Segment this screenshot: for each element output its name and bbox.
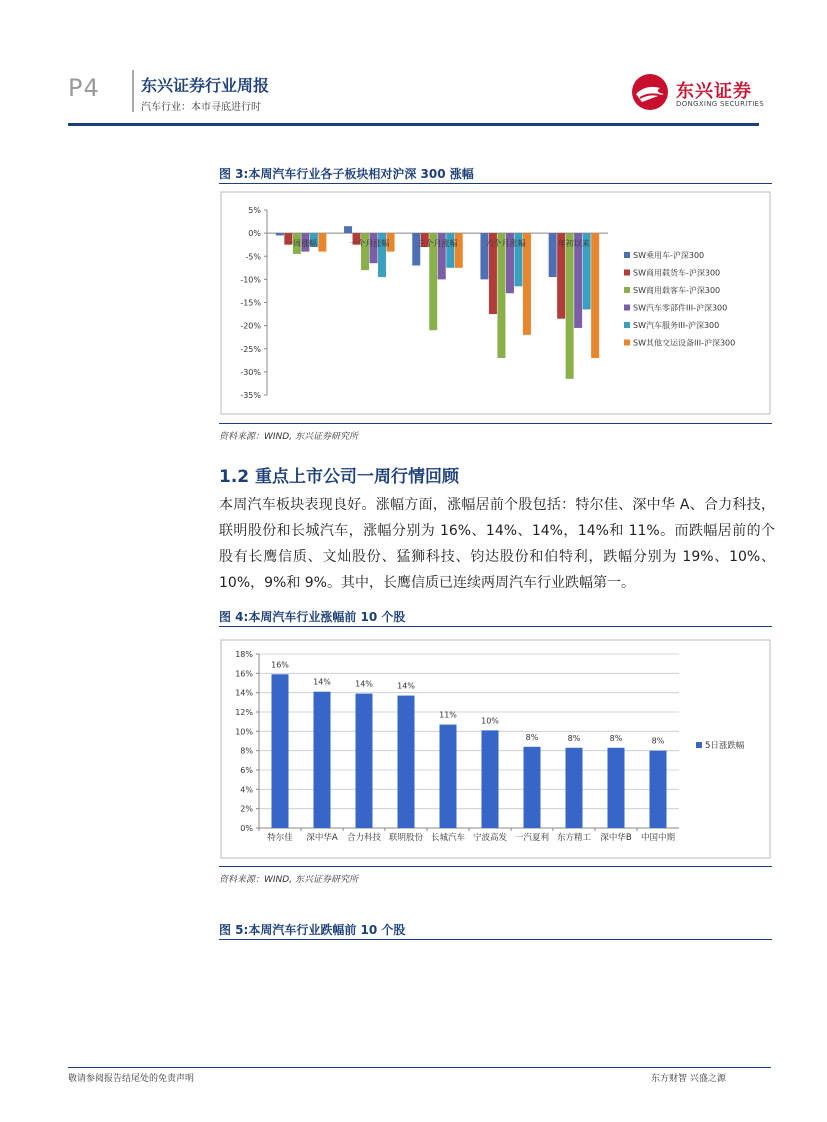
figure4-chart: [219, 638, 772, 860]
logo-english: DONGXING SECURITIES: [676, 100, 765, 108]
chart3-y-tick-label: -25%: [240, 344, 261, 354]
chart3-y-tick-label: -35%: [240, 391, 261, 400]
chart4-bar: [566, 748, 583, 828]
chart3-bar: [497, 233, 505, 358]
chart3-category-label: 一个月涨幅: [349, 239, 390, 249]
section-paragraph: 本周汽车板块表现良好。涨幅方面，涨幅居前个股包括：特尔佳、深中华 A、合力科技，联明股份和长城汽车，涨幅分别为 16%、14%、14%，14%和 11%。而跌幅居前的个股有长鹰信质、文灿股份、猛狮科技、钧达股份和伯特利，跌幅分别为 19%、10%、10%，9%和 9%。其中，长鹰信质已连续两周汽车行业跌幅第一。: [219, 497, 775, 591]
chart3-legend-label: SW汽车服务III-沪深300: [633, 321, 720, 330]
chart4-bar: [398, 696, 415, 828]
chart3-y-tick-label: 5%: [248, 206, 261, 215]
chart4-y-tick-label: 8%: [240, 746, 253, 756]
chart3-y-tick-label: -20%: [240, 321, 261, 331]
footer-rule: [68, 1067, 771, 1068]
chart3-y-tick-label: -15%: [240, 298, 261, 308]
figure5-title: 图 5:本周汽车行业跌幅前 10 个股: [219, 923, 406, 937]
chart4-y-tick-label: 4%: [240, 785, 253, 795]
chart3-y-tick-label: -10%: [240, 275, 261, 285]
chart3-legend-label: SW乘用车-沪深300: [633, 251, 705, 260]
chart4-y-tick-label: 10%: [235, 727, 253, 737]
chart4-legend-label: 5日涨跌幅: [705, 741, 745, 751]
chart3-bar: [370, 233, 378, 263]
chart3-category-label: 六个月涨幅: [485, 239, 526, 249]
chart3-legend-swatch: [624, 305, 630, 311]
figure4-rule: [219, 626, 772, 627]
chart3-legend-label: SW商用载客车-沪深300: [633, 286, 721, 295]
figure5-rule: [219, 939, 772, 940]
chart3-bar: [566, 233, 574, 379]
chart3-bar: [412, 233, 420, 265]
chart4-data-label: 11%: [439, 710, 457, 720]
chart4-data-label: 14%: [313, 677, 331, 687]
figure4-bottom-rule: [219, 866, 772, 867]
chart3-bar: [344, 226, 352, 233]
chart3-category-label: 三个月涨幅: [417, 239, 458, 249]
chart4-category-label: 特尔佳: [267, 833, 293, 843]
chart3-y-tick-label: 0%: [248, 229, 261, 239]
report-subtitle: 汽车行业：本市寻底进行时: [141, 102, 261, 113]
figure3-rule: [219, 183, 772, 184]
chart4-y-tick-label: 16%: [235, 669, 253, 679]
chart4-legend-swatch: [696, 742, 702, 748]
chart4-y-tick-label: 12%: [235, 708, 253, 717]
figure3-bottom-rule: [219, 423, 772, 424]
chart3-legend-label: SW汽车零部件III-沪深300: [633, 303, 728, 313]
chart4-bar: [524, 747, 541, 828]
chart3-y-tick-label: -5%: [245, 252, 261, 262]
chart3-legend-label: SW商用载货车-沪深300: [633, 268, 721, 278]
chart4-data-label: 8%: [525, 732, 539, 742]
chart3-legend-label: SW其他交运设备III-沪深300: [633, 338, 736, 348]
chart4-y-tick-label: 6%: [240, 766, 253, 775]
chart4-bar: [608, 748, 625, 828]
chart4-data-label: 16%: [271, 660, 289, 670]
chart4-bar: [440, 725, 457, 828]
chart3-legend-swatch: [624, 322, 630, 328]
figure4-source: 资料来源：WIND, 东兴证券研究所: [219, 875, 358, 885]
chart3-category-label: 一周涨幅: [285, 239, 318, 249]
chart4-category-label: 宁波高发: [472, 833, 508, 843]
chart3-legend-swatch: [624, 287, 630, 293]
chart3-legend-swatch: [624, 252, 630, 258]
chart4-category-label: 中国中期: [640, 833, 676, 843]
page-number: P4: [68, 74, 100, 102]
figure3-chart: [219, 190, 772, 418]
chart4-category-label: 长城汽车: [430, 833, 466, 843]
header-divider: [132, 70, 134, 112]
chart4-data-label: 8%: [609, 733, 623, 743]
chart3-y-tick-label: -30%: [240, 367, 261, 377]
chart4-category-label: 联明股份: [388, 833, 424, 843]
chart4-category-label: 深中华A: [306, 833, 338, 843]
footer-slogan: 东方财智 兴盛之源: [651, 1074, 726, 1084]
chart4-category-label: 东方精工: [556, 833, 592, 843]
chart3-category-label: 年初以来: [557, 239, 590, 249]
chart4-data-label: 14%: [355, 679, 373, 689]
chart4-data-label: 8%: [567, 733, 581, 743]
chart3-bar: [523, 233, 531, 335]
chart3-bar: [318, 233, 326, 252]
chart4-category-label: 合力科技: [346, 833, 382, 843]
chart4-data-label: 10%: [481, 716, 499, 726]
logo-icon: [630, 72, 674, 112]
chart4-y-tick-label: 18%: [235, 650, 253, 659]
figure4-title: 图 4:本周汽车行业涨幅前 10 个股: [219, 610, 406, 624]
figure3-title: 图 3:本周汽车行业各子板块相对沪深 300 涨幅: [219, 167, 474, 181]
chart3-legend-swatch: [624, 270, 630, 276]
chart3-bar: [276, 233, 284, 235]
chart4-y-tick-label: 14%: [235, 688, 253, 698]
figure3-source: 资料来源：WIND, 东兴证券研究所: [219, 432, 358, 442]
report-title: 东兴证券行业周报: [141, 76, 270, 95]
chart4-category-label: 深中华B: [600, 833, 632, 843]
chart4-bar: [272, 674, 289, 828]
chart4-y-tick-label: 2%: [240, 804, 253, 814]
chart4-bar: [356, 694, 373, 828]
chart4-data-label: 8%: [651, 736, 665, 746]
chart4-data-label: 14%: [397, 681, 415, 691]
chart4-bar: [650, 751, 667, 828]
chart4-category-label: 一汽夏利: [514, 833, 550, 843]
chart4-bar: [482, 730, 499, 828]
chart3-bar: [549, 233, 557, 277]
footer-disclaimer: 敬请参阅报告结尾处的免责声明: [68, 1074, 195, 1084]
chart3-legend-swatch: [624, 340, 630, 346]
chart4-bar: [314, 692, 331, 828]
section-title: 1.2 重点上市公司一周行情回顾: [219, 467, 460, 487]
chart4-y-tick-label: 0%: [240, 824, 253, 833]
header-rule: [68, 123, 759, 126]
chart3-bar: [591, 233, 599, 358]
logo-text: 东兴证券: [676, 81, 752, 102]
